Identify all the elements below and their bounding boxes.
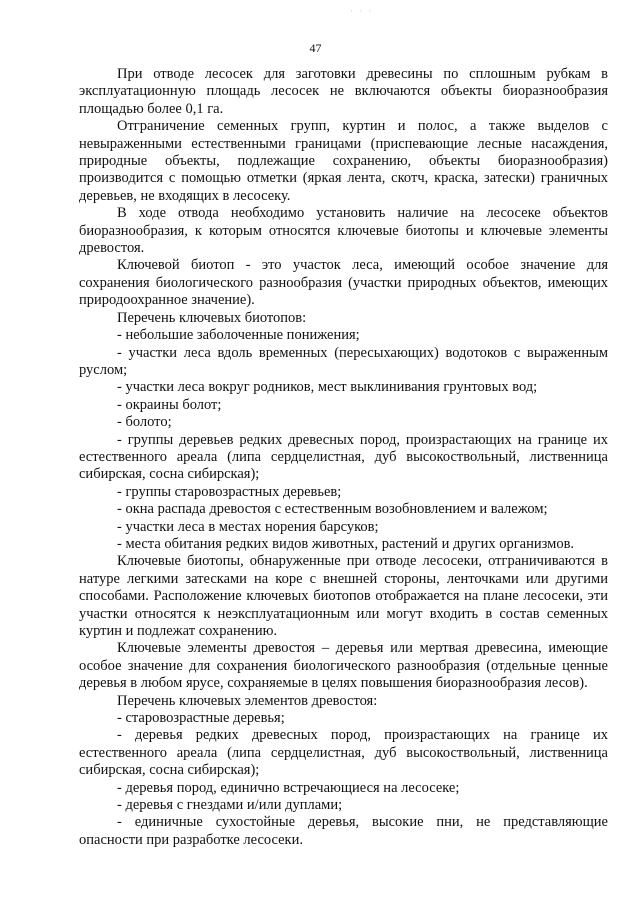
page-number: 47 (309, 41, 322, 55)
paragraph: Перечень ключевых биотопов: (117, 309, 307, 326)
list-item: - старовозрастные деревья; (117, 710, 285, 727)
paragraph: Ключевые биотопы, обнаруженные при отводе лесосеки, отграничиваются в натуре легкими затесками на коре с внешней стороны, ленточками или другими способами. Расположение ключевых биотопов отображается на плане лесосеки, эти участки относятся к неэксплуатационным или могут входить в состав семенных куртин и подлежат сохранению. (79, 553, 608, 639)
list-item: - окна распада древостоя с естественным возобновлением и валежом; (117, 501, 548, 518)
paragraph: Ключевые элементы древостоя – деревья или мертвая древесина, имеющие особое значение для сохранения биологического разнообразия (отдельные ценные деревья в любом ярусе, сохраняемые в целях повышения биоразнообразия лесов). (79, 640, 608, 692)
paragraph: Отграничение семенных групп, куртин и полос, а также выделов с невыраженными естественными границами (приспевающие лесные насаждения, природные объекты, подлежащие сохранению, объекты биоразнообразия) производится с помощью отметки (яркая лента, скотч, краска, затески) граничных деревьев, не входящих в лесосеку. (79, 118, 608, 204)
list-item: - деревья пород, единично встречающиеся на лесосеке; (117, 779, 460, 796)
list-item: - участки леса вокруг родников, мест выклинивания грунтовых вод; (117, 379, 538, 396)
list-item: - небольшие заболоченные понижения; (117, 327, 360, 344)
list-item: - места обитания редких видов животных, растений и других организмов. (117, 535, 575, 552)
list-item: - группы старовозрастных деревьев; (117, 483, 342, 500)
document-body (79, 66, 608, 849)
paragraph: Перечень ключевых элементов древостоя: (117, 692, 378, 709)
scan-artifact: · · · (350, 6, 374, 16)
list-item: - болото; (117, 414, 172, 431)
list-item: - участки леса вдоль временных (пересыхающих) водотоков с выраженным руслом; (79, 344, 608, 378)
list-item: - группы деревьев редких древесных пород, произрастающих на границе их естественного ареала (липа сердцелистная, дуб высокоствольный, лиственница сибирская, сосна сибирская); (79, 431, 608, 483)
list-item: - единичные сухостойные деревья, высокие пни, не представляющие опасности при разработке лесосеки. (79, 814, 608, 848)
paragraph: В ходе отвода необходимо установить наличие на лесосеке объектов биоразнообразия, к которым относятся ключевые биотопы и ключевые элементы древостоя. (79, 205, 608, 257)
list-item: - окраины болот; (117, 396, 222, 413)
paragraph: Ключевой биотоп - это участок леса, имеющий особое значение для сохранения биологического разнообразия (участки природных объектов, имеющих природоохранное значение). (79, 257, 608, 309)
list-item: - деревья с гнездами и/или дуплами; (117, 797, 343, 814)
list-item: - участки леса в местах норения барсуков; (117, 518, 379, 535)
paragraph: При отводе лесосек для заготовки древесины по сплошным рубкам в эксплуатационную площадь лесосек не включаются объекты биоразнообразия площадью более 0,1 га. (79, 66, 608, 117)
list-item: - деревья редких древесных пород, произрастающих на границе их естественного ареала (липа сердцелистная, дуб высокоствольный, лиственница сибирская, сосна сибирская); (79, 727, 608, 779)
